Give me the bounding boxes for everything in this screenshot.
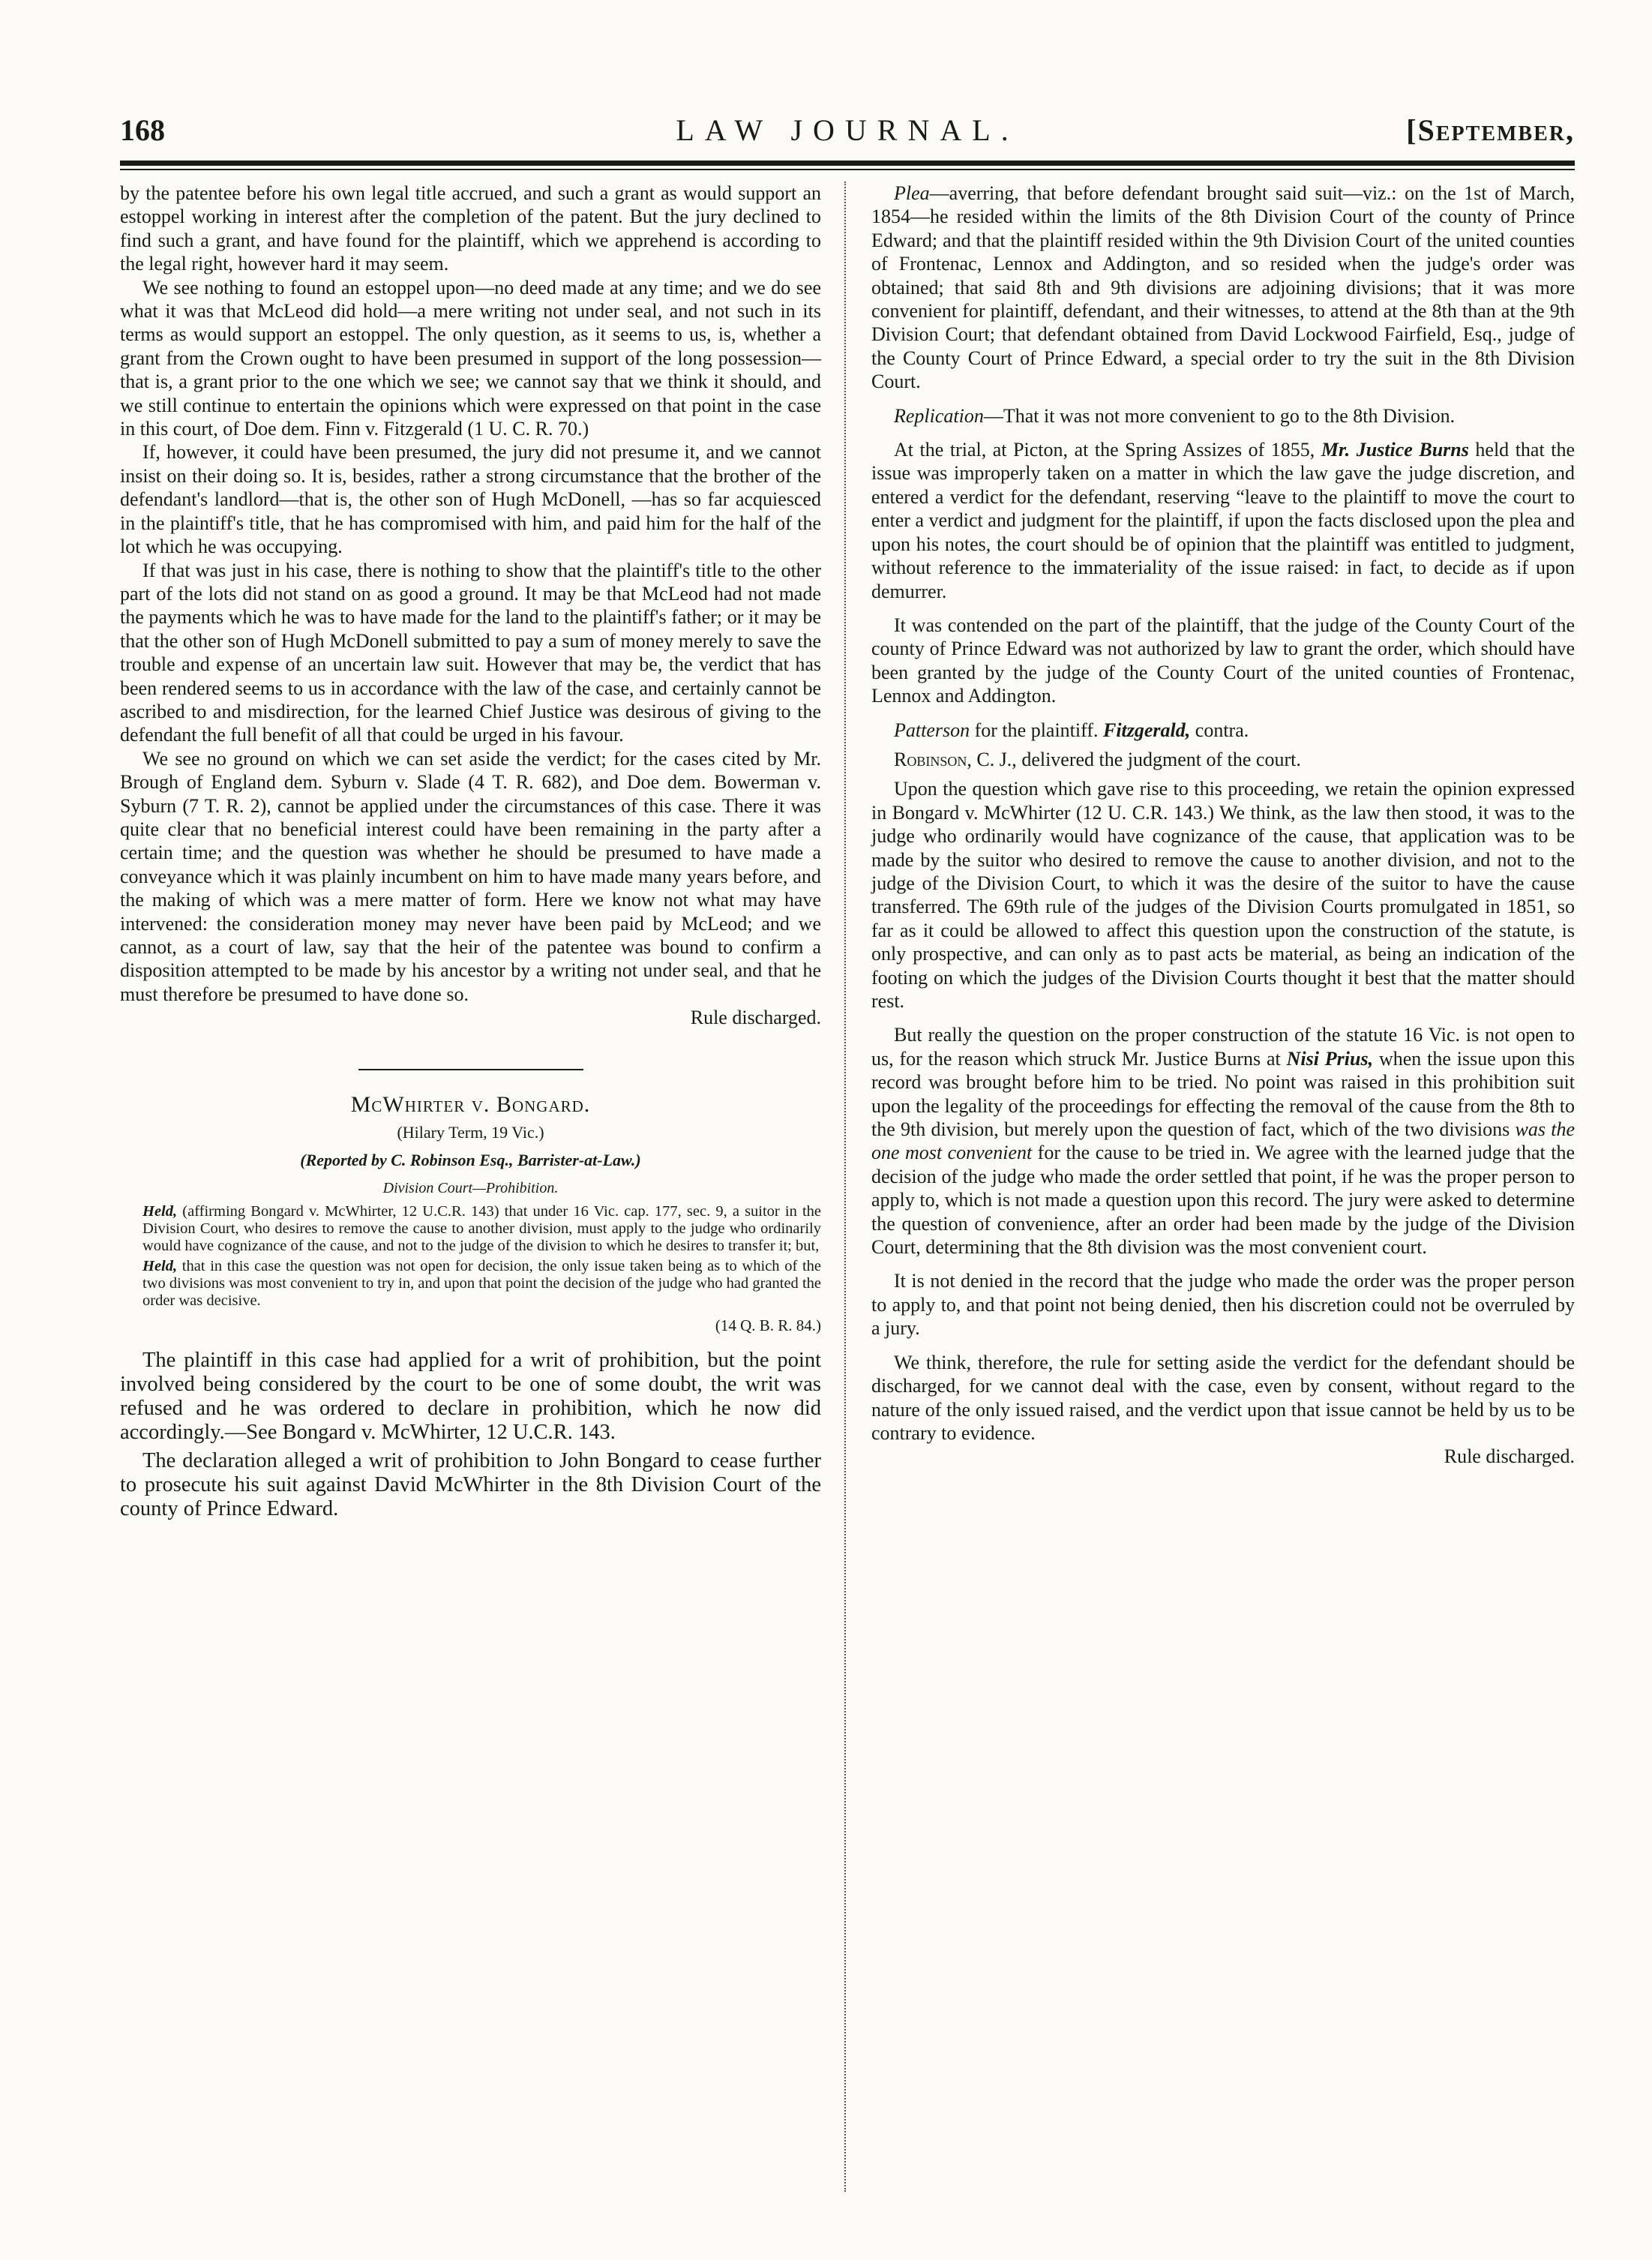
paragraph: We think, therefore, the rule for setting aside the verdict for the defendant should be discharged, for we cannot deal with the case, even by consent, without regard to the nature of the only issued raised, and the verdict upon that issue cannot be held by us to be contrary to evidence. [871, 1351, 1575, 1444]
plea-text: —averring, that before defendant brought said suit—viz.: on the 1st of March, 1854—he resided within the limits of the 8th Division Court of the county of Prince Edward; and that the plaintiff resided within the 9th Division Court of the united counties of Frontenac, Lennox and Addington, and so resided when the judge's order was obtained; that said 8th and 9th divisions are adjoining divisions; that it was more convenient for plaintiff, defendant, and their witnesses, to attend at the 8th than at the 9th Division Court; that defendant obtained from David Lockwood Fairfield, Esq., judge of the County Court of Prince Edward, a special order to try the suit in the 8th Division Court. [871, 182, 1575, 393]
right-column [871, 182, 1575, 1469]
journal-title: LAW JOURNAL. [676, 113, 1019, 147]
judge-name: Mr. Justice Burns [1321, 439, 1469, 461]
text-run: At the trial, at Picton, at the Spring Assizes of 1855, [894, 439, 1321, 461]
paragraph: The declaration alleged a writ of prohibition to John Bongard to cease further to prosecute his suit against David McWhirter in the 8th Division Court of the county of Prince Edward. [120, 1448, 821, 1520]
paragraph: It was contended on the part of the plaintiff, that the judge of the County Court of the county of Prince Edward was not authorized by law to grant the order, which should have been granted by the judge of the County Court of the united counties of Frontenac, Lennox and Addington. [871, 614, 1575, 707]
paragraph [871, 719, 1575, 742]
paragraph [871, 438, 1575, 603]
italic-run: Nisi Prius, [1286, 1047, 1374, 1070]
columns [120, 182, 1575, 2228]
paragraph: Upon the question which gave rise to this proceeding, we retain the opinion expressed in Bongard v. McWhirter (12 U. C.R. 143.) We think, as the law then stood, it was to the judge who ordinarily would have cognizance of the cause, that application was to be made by the suitor who desired to remove the cause to another division, and not to the judge of the Division Court, to which it was the desire of the suitor to have the cause transferred. The 69th rule of the judges of the Division Courts promulgated in 1851, so far as it could be allowed to affect this question upon the construction of the statute, is only prospective, and can only as to past acts be material, as being an indication of the footing on which the judges of the Division Courts thought it best that the matter should rest. [871, 778, 1575, 1012]
paragraph: If that was just in his case, there is nothing to show that the plaintiff's title to the other part of the lots did not stand on as good a ground. It may be that McLeod had not made the payments which he was to have made for the land to the plaintiff's father; or it may be that the other son of Hugh McDonell submitted to pay a sum of money merely to save the trouble and expense of an uncertain law suit. However that may be, the verdict that has been rendered seems to us in accordance with the law of the case, and certainly cannot be ascribed to and misdirection, for the learned Chief Justice was desirous of giving to the defendant the full benefit of all that could be urged in his favour. [120, 559, 821, 746]
paragraph: We see nothing to found an estoppel upon—no deed made at any time; and we do see what it was that McLeod did hold—a mere writing not under seal, and not such in its terms as would support an estoppel. The only question, as it seems to us, is, whether a grant from the Crown ought to have been presumed in support of the long possession—that is, a grant prior to the one which we see; we cannot say that we think it should, and we still continue to entertain the opinions which were expressed on that point in the case in this court, of Doe dem. Finn v. Fitzgerald (1 U. C. R. 70.) [120, 276, 821, 440]
text-run: held that the issue was improperly taken on a matter in which the law gave the judge discretion, and entered a verdict for the defendant, reserving “leave to the plaintiff to move the court to enter a verdict and judgment for the plaintiff, if upon the facts disclosed upon the plea and upon his notes, the court should be of opinion that the plaintiff was entitled to judgment, without reference to the immateriality of the issue raised: in fact, to decide as if upon demurrer. [871, 439, 1576, 602]
text-run: But really the question on the proper construction of the statute 16 Vic. is not open to us, for the reason which struck Mr. Justice Burns at [871, 1024, 1575, 1070]
plea-label: Plea [894, 182, 930, 204]
paragraph: The plaintiff in this case had applied for a writ of prohibition, but the point involved being considered by the court to be one of some doubt, the writ was refused and he was ordered to declare in prohibition, which he now did accordingly.—See Bongard v. McWhirter, 12 U.C.R. 143. [120, 1348, 821, 1444]
paragraph: by the patentee before his own legal title accrued, and such a grant as would support an estoppel working in interest after the completion of the patent. But the jury declined to find such a grant, and have found for the plaintiff, which we apprehend is according to the legal right, however hard it may seem. [120, 182, 821, 275]
paragraph: If, however, it could have been presumed, the jury did not presume it, and we cannot insist on their doing so. It is, besides, rather a strong circumstance that the brother of the defendant's landlord—that is, the other son of Hugh McDonell, —has so far acquiesced in the plaintiff's title, that he has compromised with him, and paid him for the half of the lot which he was occupying. [120, 441, 821, 558]
text-run: delivered the judgment of the court. [1016, 748, 1301, 770]
rule-discharged-label: Rule discharged. [1444, 1445, 1575, 1468]
headnote-label: Held, [142, 1258, 178, 1275]
replication-label: Replication [894, 404, 984, 427]
page [120, 113, 1575, 2228]
headnote [120, 1258, 821, 1310]
column-divider [844, 182, 846, 2192]
page-header [120, 113, 1575, 159]
text-run: for the plaintiff. [970, 719, 1103, 741]
page-number: 168 [120, 113, 165, 147]
headnote-text: that in this case the question was not open for decision, the only issue taken being as to which of the two divisions was most convenient to try in, and upon that point the decision of the judge who had granted the order was decisive. [142, 1258, 821, 1310]
counsel-plaintiff: Patterson [894, 719, 970, 741]
header-month: [September, [1406, 113, 1575, 147]
paragraph [871, 404, 1575, 428]
paragraph: It is not denied in the record that the judge who made the order was the proper person to apply to, and that point not being denied, then his discretion could not be overruled by a jury. [871, 1270, 1575, 1340]
text-run: for the cause to be tried in. We agree with the learned judge that the decision of the judge who made the order settled that point, if he was the proper person to apply to, which is not made a question upon this record. The jury were asked to determine the question of convenience, after an order had been made by the judge of the Division Court, determining that the 8th division was the most convenient court. [871, 1142, 1575, 1259]
rule-discharged-label: Rule discharged. [690, 1007, 821, 1029]
case-term: (Hilary Term, 19 Vic.) [397, 1123, 544, 1142]
header-rule-thick [120, 161, 1575, 166]
case-reporter: (Reported by C. Robinson Esq., Barrister-at-Law.) [300, 1151, 641, 1170]
counsel-defendant: Fitzgerald, [1102, 719, 1191, 741]
left-column [120, 182, 821, 1521]
headnote [120, 1203, 821, 1255]
case-title: McWhirter v. Bongard. [350, 1091, 591, 1117]
report-citation: (14 Q. B. R. 84.) [715, 1316, 821, 1335]
paragraph: We see no ground on which we can set aside the verdict; for the cases cited by Mr. Brough of England dem. Syburn v. Slade (4 T. R. 682), and Doe dem. Bowerman v. Syburn (7 T. R. 2), cannot be applied under the circumstances of this case. There it was quite clear that no beneficial interest could have been remaining in the party after a certain time; and the question was whether he should be presumed to have made a conveyance which it was plainly incumbent on him to have made many years before, and the making of which was a mere matter of form. Here we know not what may have intervened: the consideration money may never have been paid by McLeod; and we cannot, as a court of law, say that the heir of the patentee was bound to confirm a disposition attempted to be made by his ancestor by a writing not under seal, and that he must therefore be presumed to have done so. [120, 747, 821, 1005]
header-rule-thin [120, 169, 1575, 170]
italic-run: was the one most convenient [871, 1118, 1575, 1164]
headnote-label: Held, [142, 1203, 178, 1220]
judge-name: Robinson, C. J., [894, 748, 1017, 770]
headnote-text: (affirming Bongard v. McWhirter, 12 U.C.R. 143) that under 16 Vic. cap. 177, sec. 9, a suitor in the Division Court, who desires to remove the cause to another division, must apply to the judge who ordinarily would have cognizance of the cause, and not to the judge of the division to which he desires to transfer it; but, [142, 1203, 822, 1255]
paragraph [871, 1023, 1575, 1259]
paragraph [871, 182, 1575, 394]
paragraph [871, 748, 1575, 771]
text-run: when the issue upon this record was brought before him to be tried. No point was raised in this prohibition suit upon the legality of the proceedings for effecting the removal of the cause from the 8th to the 9th division, but merely upon the question of fact, which of the two divisions [871, 1047, 1575, 1141]
case-court: Division Court—Prohibition. [382, 1179, 559, 1196]
text-run: contra. [1190, 719, 1249, 741]
replication-text: —That it was not more convenient to go to the 8th Division. [983, 404, 1456, 427]
section-divider [358, 1069, 583, 1070]
